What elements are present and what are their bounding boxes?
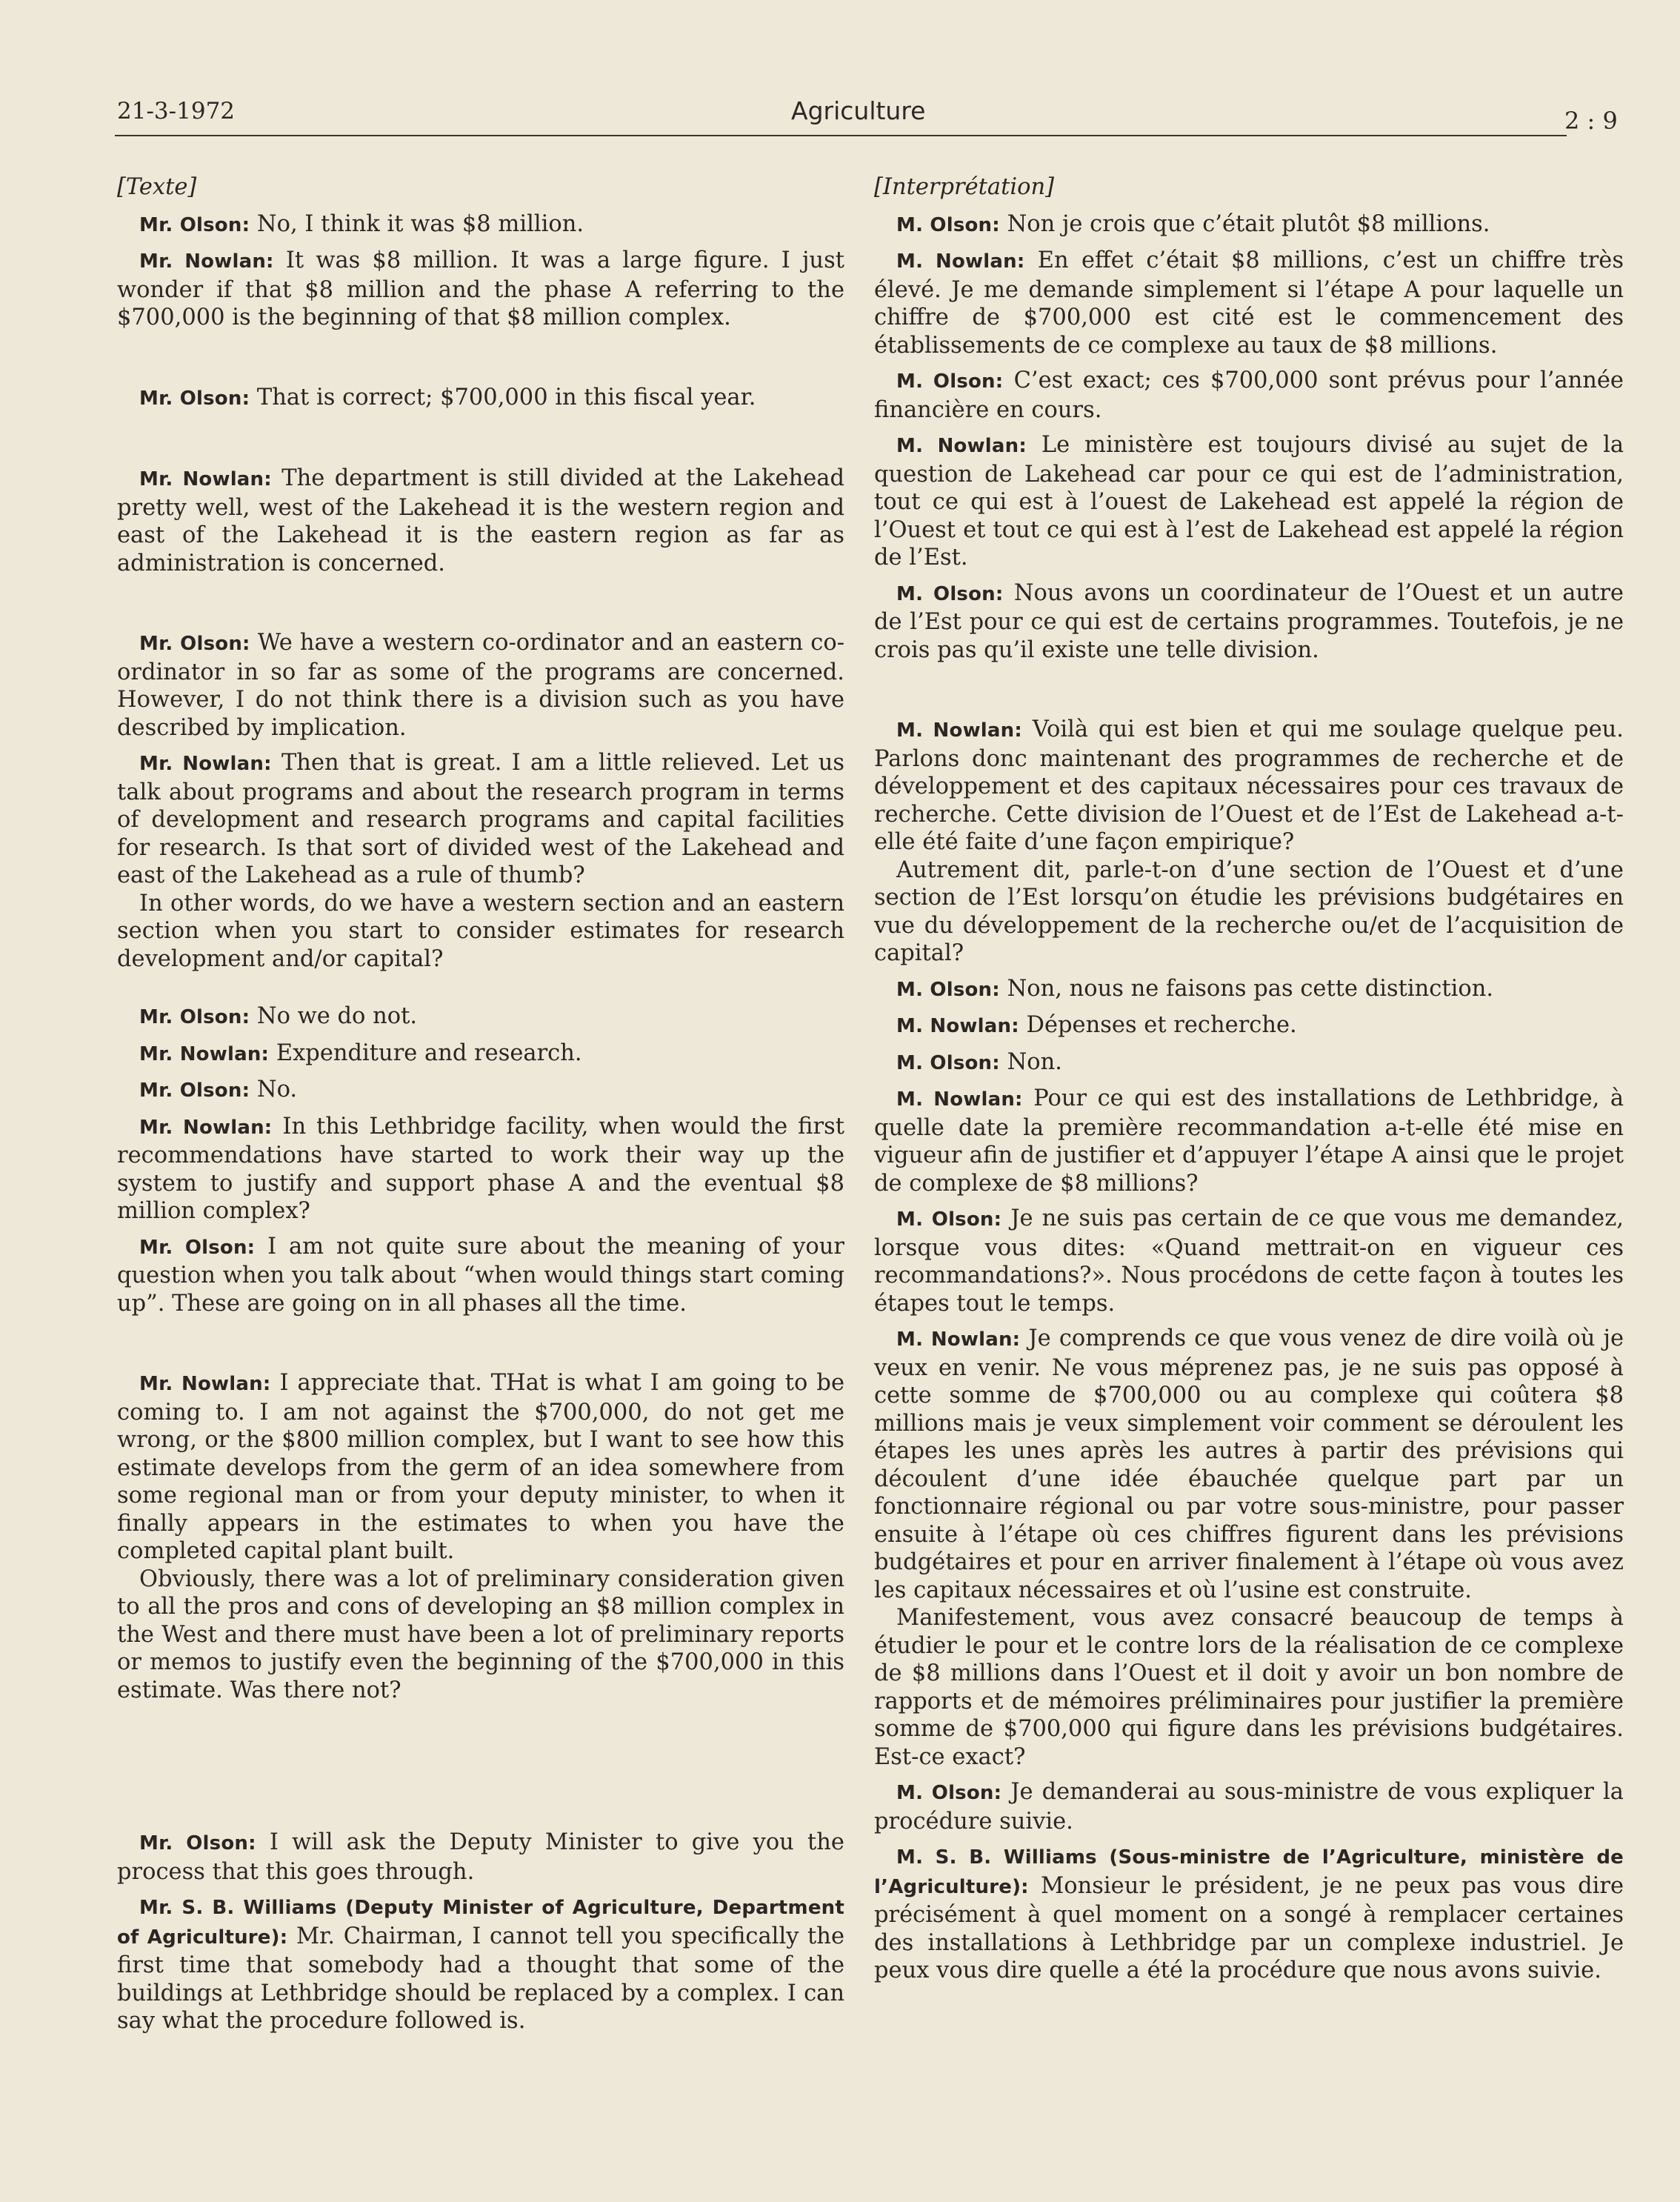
- speaker: M. Nowlan:: [896, 435, 1027, 457]
- paragraph-text: En effet c’était $8 millions, c’est un chiffre très élevé. Je me demande simplement si l’étape A pour laquelle un chiffre de $700,000 est cité est le commencement des établissements de ce complexe au taux de $8 millions.: [874, 247, 1624, 359]
- paragraph-text: I will ask the Deputy Minister to give you the process that this goes through.: [117, 1829, 844, 1885]
- paragraph: [117, 1566, 844, 1705]
- paragraph: [874, 431, 1624, 572]
- paragraph-text: No we do not.: [256, 1003, 418, 1029]
- paragraph: [117, 1893, 844, 2035]
- paragraph: [874, 1205, 1624, 1317]
- paragraph-text: Manifestement, vous avez consacré beaucoup de temps à étudier le pour et le contre lors de la réalisation de ce complexe de $8 millions dans l’Ouest et il doit y avoir un bon nombre de rapports et de mémoires préliminaires pour justifier la première somme de $700,000 qui figure dans les prévisions budgétaires. Est-ce exact?: [874, 1605, 1624, 1770]
- speaker: M. Olson:: [896, 1208, 1002, 1231]
- paragraph: [117, 890, 844, 974]
- speaker: Mr. Nowlan:: [139, 1042, 270, 1065]
- paragraph-text: That is correct; $700,000 in this fiscal year.: [256, 384, 756, 410]
- speaker: Mr. Olson:: [139, 633, 250, 655]
- paragraph: [874, 367, 1624, 424]
- paragraph-text: Je ne suis pas certain de ce que vous me demandez, lorsque vous dites: «Quand mettrait-on en vigueur ces recommandations?». Nous procédons de cette façon à toutes les étapes tout le temps.: [874, 1205, 1624, 1317]
- paragraph-text: Non je crois que c’était plutôt $8 millions.: [1007, 210, 1490, 237]
- speaker: Mr. Nowlan:: [139, 250, 274, 273]
- paragraph: [874, 1011, 1624, 1041]
- speaker: M. Olson:: [896, 582, 1004, 605]
- paragraph-text: Monsieur le président, je ne peux pas vous dire précisément à quel moment on a songé à remplacer certaines des installations à Lethbridge par un complexe industriel. Je peux vous dire quelle a été la procédure que nous avons suivie.: [874, 1872, 1624, 1983]
- paragraph-text: Voilà qui est bien et qui me soulage quelque peu. Parlons donc maintenant des programmes de recherche et de développement et des capitaux nécessaires pour ces travaux de recherche. Cette division de l’Ouest et de l’Est de Lakehead a-t-elle été faite d’une façon empirique?: [874, 716, 1624, 855]
- speaker: Mr. Olson:: [139, 1080, 250, 1102]
- speaker: Mr. Nowlan:: [139, 1116, 273, 1139]
- paragraph-text: Then that is great. I am a little relieved. Let us talk about programs and about the research program in terms of development and research programs and capital facilities for research. Is that sort of divided west of the Lakehead and east of the Lakehead as a rule of thumb?: [117, 750, 845, 888]
- paragraph: [117, 1002, 844, 1032]
- speaker: M. Nowlan:: [896, 719, 1022, 742]
- speaker: M. Olson:: [896, 370, 1004, 393]
- speaker: Mr. Olson:: [139, 213, 250, 236]
- paragraph: [874, 1843, 1624, 1985]
- paragraph: [874, 1604, 1624, 1771]
- speaker: M. Olson:: [896, 978, 1000, 1001]
- paragraph: [117, 210, 844, 240]
- paragraph-text: Autrement dit, parle-t-on d’une section de l’Ouest et d’une section de l’Est lorsqu’on étudie les prévisions budgétaires en vue du développement de la recherche ou/et de l’acquisition de capital?: [874, 856, 1624, 966]
- english-column: [117, 173, 844, 2035]
- paragraph: [874, 1325, 1624, 1604]
- paragraph-text: No, I think it was $8 million.: [256, 210, 584, 237]
- paragraph: [117, 1829, 844, 1886]
- speaker: Mr. Olson:: [139, 1006, 250, 1028]
- french-column: [874, 173, 1624, 1985]
- speaker: Mr. Nowlan:: [139, 753, 272, 775]
- paragraph-text: We have a western co-ordinator and an eastern co-ordinator in so far as some of the programs are concerned. However, I do not think there is a division such as you have described by implication.: [117, 630, 844, 741]
- paragraph-text: Mr. Chairman, I cannot tell you specifically the first time that somebody had a thought that some of the buildings at Lethbridge should be replaced by a complex. I can say what the procedure followed is.: [117, 1923, 844, 2034]
- paragraph: [874, 1048, 1624, 1078]
- speaker: Mr. Olson:: [139, 387, 250, 410]
- paragraph-text: Je demanderai au sous-ministre de vous expliquer la procédure suivie.: [874, 1779, 1624, 1835]
- paragraph: [874, 247, 1624, 359]
- paragraph: [874, 716, 1624, 856]
- speaker: M. Olson:: [896, 1782, 1002, 1804]
- header-rule: [115, 135, 1567, 136]
- speaker: M. Nowlan:: [896, 1088, 1023, 1111]
- paragraph-text: It was $8 million. It was a large figure. I just wonder if that $8 million and the phase A referring to the $700,000 is the beginning of that $8 million complex.: [117, 247, 844, 330]
- paragraph-text: Obviously, there was a lot of preliminary consideration given to all the pros and cons of developing an $8 million complex in the West and there must have been a lot of preliminary reports or memos to justify even the beginning of the $700,000 in this estimate. Was there not?: [117, 1566, 844, 1703]
- paragraph-text: Nous avons un coordinateur de l’Ouest et un autre de l’Est pour ce qui est de certains programmes. Toutefois, je ne crois pas qu’il existe une telle division.: [874, 579, 1624, 663]
- paragraph: [117, 247, 844, 332]
- header-title: Agriculture: [791, 96, 926, 125]
- header-page-number: 2 : 9: [1564, 107, 1618, 135]
- speaker: Mr. Olson:: [139, 1832, 256, 1855]
- speaker: Mr. Nowlan:: [139, 468, 272, 490]
- paragraph: [117, 1369, 844, 1566]
- section-label: [Texte]: [117, 174, 197, 200]
- paragraph-text: Pour ce qui est des installations de Lethbridge, à quelle date la première recommandation a-t-elle été mise en vigueur afin de justifier et d’appuyer l’étape A ainsi que le projet de complexe de $8 millions?: [874, 1085, 1624, 1197]
- speaker: Mr. Olson:: [139, 1236, 256, 1259]
- speaker: M. Nowlan:: [896, 1015, 1019, 1037]
- paragraph: [117, 465, 844, 577]
- paragraph: [117, 1040, 844, 1069]
- speaker: M. Olson:: [896, 1051, 1000, 1074]
- paragraph-text: In this Lethbridge facility, when would the first recommendations have started to work their way up the system to justify and support phase A and the eventual $8 million complex?: [117, 1113, 845, 1224]
- paragraph: [117, 1233, 844, 1318]
- speaker: M. Nowlan:: [896, 250, 1025, 273]
- speaker: Mr. S. B. Williams (Deputy Minister of Agriculture, Department of Agriculture):: [117, 1897, 844, 1949]
- speaker: M. S. B. Williams (Sous-ministre de l’Agriculture, ministère de l’Agriculture):: [874, 1846, 1624, 1898]
- paragraph-text: No.: [256, 1077, 298, 1102]
- paragraph-text: The department is still divided at the Lakehead pretty well, west of the Lakehead it is the western region and east of the Lakehead it is the eastern region as far as administration is concerned.: [117, 465, 845, 576]
- paragraph: [874, 1085, 1624, 1197]
- paragraph: [874, 1778, 1624, 1835]
- header-date: 21-3-1972: [117, 98, 236, 124]
- paragraph: [117, 629, 844, 742]
- paragraph-text: Non, nous ne faisons pas cette distinction.: [1007, 975, 1494, 1002]
- paragraph-text: C’est exact; ces $700,000 sont prévus pour l’année financière en cours.: [874, 367, 1624, 423]
- paragraph: [117, 384, 844, 413]
- paragraph-text: I appreciate that. THat is what I am going to be coming to. I am not against the $700,000, do not get me wrong, or the $800 million complex, but I want to see how this estimate develops from the germ of an idea somewhere from some regional man or from your deputy minister, to when it finally appears in the estimates to when you have the completed capital plant built.: [117, 1370, 845, 1564]
- paragraph-text: Non.: [1007, 1048, 1062, 1075]
- section-label: [Interprétation]: [874, 174, 1054, 200]
- paragraph: [874, 210, 1624, 240]
- speaker: Mr. Nowlan:: [139, 1373, 271, 1395]
- paragraph-text: I am not quite sure about the meaning of your question when you talk about “when would things start coming up”. These are going on in all phases all the time.: [117, 1233, 845, 1317]
- speaker: M. Olson:: [896, 213, 1000, 236]
- paragraph-text: Le ministère est toujours divisé au sujet de la question de Lakehead car pour ce qui est de l’administration, tout ce qui est à l’ouest de Lakehead est appelé la région de l’Ouest et tout ce qui est à l’est de Lakehead est appelé la région de l’Est.: [874, 432, 1624, 571]
- paragraph-text: In other words, do we have a western section and an eastern section when you start to consider estimates for research development and/or capital?: [117, 890, 844, 972]
- paragraph: [874, 856, 1624, 968]
- paragraph: [117, 1113, 844, 1225]
- paragraph-text: Expenditure and research.: [276, 1040, 582, 1066]
- paragraph-text: Dépenses et recherche.: [1026, 1012, 1297, 1038]
- paragraph: [117, 749, 844, 890]
- paragraph-text: Je comprends ce que vous venez de dire voilà où je veux en venir. Ne vous méprenez pas, je ne suis pas opposé à cette somme de $700,000 ou au complexe qui coûtera $8 millions mais je veux simplement voir comment se déroulent les étapes les unes après les autres à partir des prévisions qui découlent d’une idée ébauchée quelque part par un fonctionnaire régional ou par votre sous-ministre, pour passer ensuite à l’étape où ces chiffres figurent dans les prévisions budgétaires et pour en arriver finalement à l’étape où vous avez les capitaux nécessaires et où l’usine est construite.: [874, 1325, 1624, 1603]
- paragraph: [117, 1076, 844, 1105]
- speaker: M. Nowlan:: [896, 1328, 1021, 1351]
- paragraph: [874, 579, 1624, 665]
- paragraph: [874, 975, 1624, 1005]
